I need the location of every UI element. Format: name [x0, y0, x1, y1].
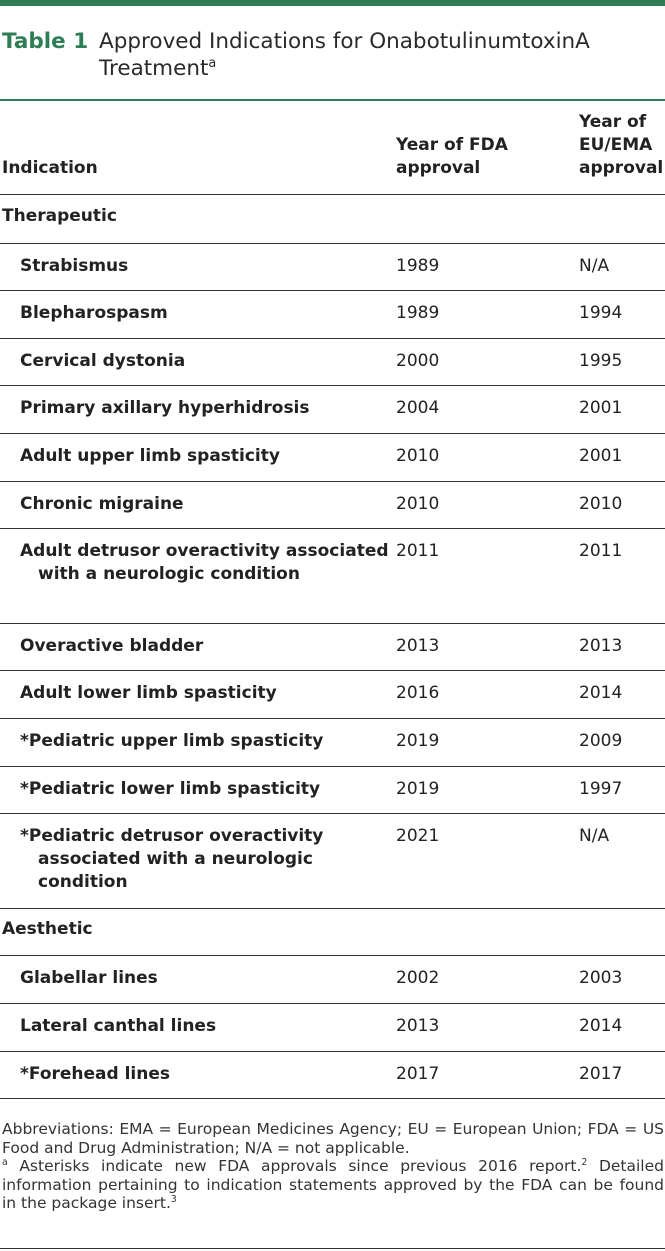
fda-year-cell: 2017 [396, 1063, 440, 1084]
ema-year-cell: 2011 [579, 541, 623, 562]
row-rule [0, 813, 665, 814]
note-marker: a [2, 1156, 8, 1168]
fda-year-cell: 2004 [396, 398, 440, 419]
fda-year-cell: 2013 [396, 1016, 440, 1036]
ema-year-cell: 2001 [579, 398, 623, 419]
row-rule [0, 528, 665, 529]
row-rule [0, 433, 665, 434]
indication-cell: *Pediatric upper limb spasticity [20, 731, 324, 751]
row-rule [0, 385, 665, 386]
ema-year-cell: 2014 [579, 683, 623, 704]
ema-year-cell: 2013 [579, 635, 623, 656]
fda-year-cell: 2002 [396, 968, 440, 989]
row-rule [0, 718, 665, 719]
ema-year-cell: 2003 [579, 968, 623, 989]
fda-year-cell: 2013 [396, 635, 440, 656]
fda-year-cell: 2021 [396, 826, 440, 847]
row-rule [0, 1051, 665, 1052]
row-rule [0, 243, 665, 244]
row-rule [0, 481, 665, 482]
table-label: Table 1 [2, 29, 89, 54]
indication-cell: Strabismus [20, 255, 129, 276]
row-rule [0, 908, 665, 909]
fda-year-cell: 2010 [396, 493, 440, 514]
indication-cell: Glabellar lines [20, 968, 158, 989]
fda-year-cell: 2000 [396, 350, 440, 371]
fda-year-cell: 2011 [396, 541, 440, 562]
indication-cell: Chronic migraine [20, 493, 184, 514]
top-accent-bar [0, 0, 665, 6]
asterisk-note [2, 1157, 664, 1213]
indication-cell: *Pediatric detrusor overactivity associated with a neurologic condition [20, 826, 324, 893]
ema-year-cell: 1997 [579, 778, 623, 799]
reference-3: 3 [170, 1193, 177, 1205]
indication-cell: *Pediatric lower limb spasticity [20, 778, 321, 799]
section-heading: Therapeutic [2, 206, 117, 226]
title-footnote-marker: a [208, 55, 217, 71]
ema-year-cell: 2001 [579, 446, 623, 466]
indication-cell: Adult detrusor overactivity associated with a neurologic condition [20, 541, 389, 585]
row-rule [0, 290, 665, 291]
note-text-2: Detailed information pertaining to indication statements approved by the FDA can be found in the package insert. [2, 1157, 664, 1212]
table-title-line1: Approved Indications for OnabotulinumtoxinA [99, 29, 590, 54]
fda-year-cell: 2016 [396, 683, 440, 704]
ema-year-cell: 2010 [579, 493, 623, 514]
indication-cell: Adult upper limb spasticity [20, 446, 280, 466]
indication-cell: *Forehead lines [20, 1063, 171, 1084]
indication-cell: Lateral canthal lines [20, 1016, 217, 1036]
ema-year-cell: N/A [579, 826, 610, 847]
ema-year-cell: N/A [579, 255, 610, 276]
row-rule [0, 766, 665, 767]
header-rule [0, 194, 665, 195]
header-ema: Year of EU/EMA approval [579, 112, 664, 178]
reference-2: 2 [581, 1156, 588, 1168]
table-title [2, 28, 662, 82]
abbreviations-text: Abbreviations: EMA = European Medicines Agency; EU = European Union; FDA = US Food and Drug Administration; N/A = not applicable. [2, 1120, 664, 1157]
title-rule [0, 99, 665, 101]
table-footnote [2, 1120, 664, 1213]
table-title-line2-text: Treatment [99, 56, 209, 81]
fda-year-cell: 2019 [396, 778, 440, 799]
ema-year-cell: 2017 [579, 1063, 623, 1084]
section-heading: Aesthetic [2, 918, 93, 939]
ema-year-cell: 2009 [579, 731, 623, 751]
indication-cell: Primary axillary hyperhidrosis [20, 398, 310, 419]
ema-year-cell: 1994 [579, 303, 623, 324]
row-rule [0, 670, 665, 671]
row-rule [0, 955, 665, 956]
ema-year-cell: 2014 [579, 1016, 623, 1036]
bottom-rule [0, 1248, 665, 1249]
header-fda: Year of FDA approval [396, 135, 508, 178]
row-rule [0, 338, 665, 339]
header-indication: Indication [2, 158, 98, 178]
fda-year-cell: 1989 [396, 303, 440, 324]
row-rule [0, 623, 665, 624]
table-title-line2 [2, 55, 662, 82]
row-rule [0, 1003, 665, 1004]
indication-cell: Blepharospasm [20, 303, 168, 324]
ema-year-cell: 1995 [579, 350, 623, 371]
fda-year-cell: 1989 [396, 255, 440, 276]
indication-cell: Adult lower limb spasticity [20, 683, 277, 704]
indication-cell: Cervical dystonia [20, 350, 186, 371]
indication-cell: Overactive bladder [20, 635, 204, 656]
fda-year-cell: 2010 [396, 446, 440, 466]
fda-year-cell: 2019 [396, 731, 440, 751]
row-rule [0, 1098, 665, 1099]
note-text-1: Asterisks indicate new FDA approvals since previous 2016 report. [7, 1157, 582, 1175]
